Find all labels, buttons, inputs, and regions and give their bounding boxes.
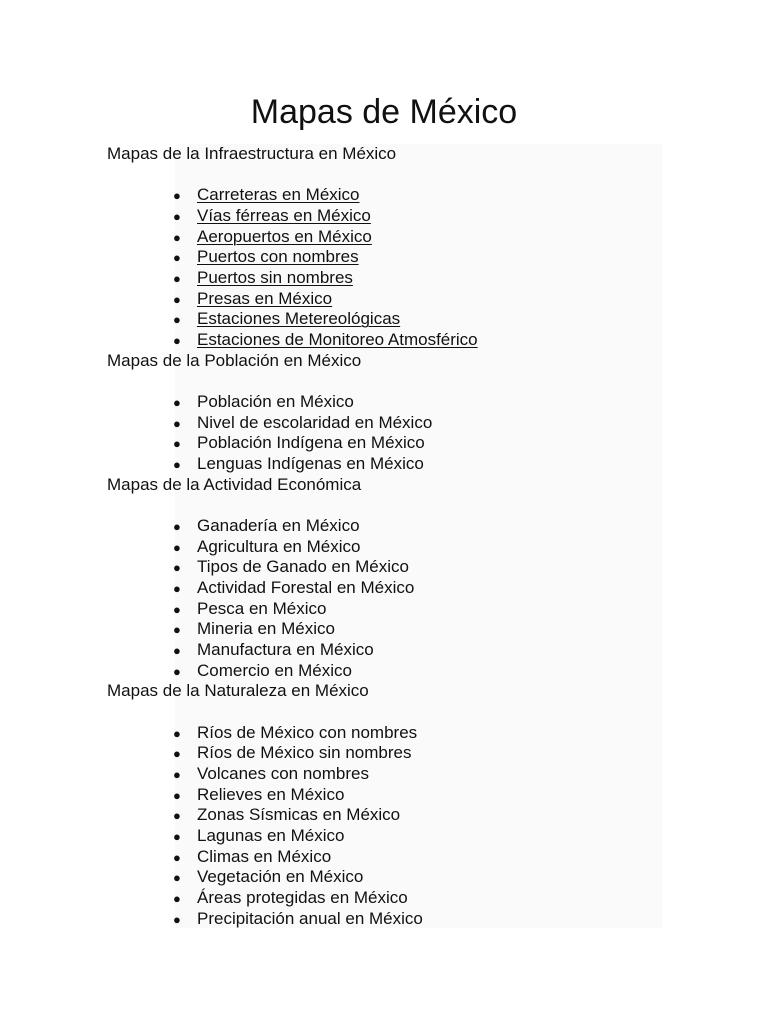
- bullet-icon: ●: [173, 394, 181, 410]
- list-item: [107, 268, 662, 289]
- item-label: Nivel de escolaridad en México: [197, 412, 433, 432]
- bullet-icon: ●: [173, 787, 181, 803]
- item-label: Tipos de Ganado en México: [197, 557, 409, 577]
- item-label: Manufactura en México: [197, 639, 374, 659]
- list-item: [107, 764, 662, 785]
- list-item: [107, 454, 662, 475]
- link-puertos-con-nombres[interactable]: Puertos con nombres: [197, 247, 359, 267]
- link-presas[interactable]: Presas en México: [197, 288, 333, 308]
- bullet-icon: ●: [173, 415, 181, 431]
- item-label: Comercio en México: [197, 660, 352, 680]
- item-label: Climas en México: [197, 846, 332, 866]
- list-item: [107, 888, 662, 909]
- list-item: [107, 330, 662, 351]
- item-label: Población en México: [197, 391, 354, 411]
- item-label: Lenguas Indígenas en México: [197, 453, 424, 473]
- item-list: [107, 702, 662, 929]
- item-label: Mineria en México: [197, 619, 335, 639]
- section-heading: Mapas de la Población en México: [107, 350, 362, 370]
- item-list: [107, 371, 662, 474]
- item-list: [107, 165, 662, 351]
- section-heading: Mapas de la Actividad Económica: [107, 474, 362, 494]
- bullet-icon: ●: [173, 601, 181, 617]
- bullet-icon: ●: [173, 333, 181, 348]
- list-item: [107, 847, 662, 868]
- list-item: [107, 227, 662, 248]
- list-item: [107, 743, 662, 764]
- list-item: [107, 578, 662, 599]
- bullet-icon: ●: [173, 642, 181, 658]
- bullet-icon: ●: [173, 208, 181, 224]
- item-label: Pesca en México: [197, 598, 327, 618]
- item-label: Zonas Sísmicas en México: [197, 805, 401, 825]
- item-label: Áreas protegidas en México: [197, 888, 408, 907]
- list-item: [107, 309, 662, 330]
- section-actividad-economica: [107, 475, 662, 682]
- item-label: Volcanes con nombres: [197, 763, 369, 783]
- section-infraestructura: [107, 144, 662, 351]
- bullet-icon: ●: [173, 456, 181, 472]
- link-vias-ferreas[interactable]: Vías férreas en México: [197, 205, 371, 225]
- bullet-icon: ●: [173, 312, 181, 328]
- bullet-icon: ●: [173, 518, 181, 534]
- bullet-icon: ●: [173, 746, 181, 762]
- list-item: [107, 599, 662, 620]
- item-label: Agricultura en México: [197, 536, 361, 556]
- item-label: Ríos de México sin nombres: [197, 743, 412, 763]
- list-item: [107, 909, 662, 930]
- link-carreteras[interactable]: Carreteras en México: [197, 185, 360, 205]
- bullet-icon: ●: [173, 229, 181, 245]
- item-list: [107, 495, 662, 681]
- list-item: [107, 433, 662, 454]
- bullet-icon: ●: [173, 560, 181, 576]
- map-index: [107, 144, 662, 928]
- list-item: [107, 640, 662, 661]
- link-aeropuertos[interactable]: Aeropuertos en México: [197, 226, 372, 246]
- bullet-icon: ●: [173, 870, 181, 886]
- list-item: [107, 723, 662, 744]
- bullet-icon: ●: [173, 436, 181, 452]
- list-item: [107, 413, 662, 434]
- bullet-icon: ●: [173, 849, 181, 865]
- item-label: Lagunas en México: [197, 825, 345, 845]
- list-item: [107, 661, 662, 682]
- bullet-icon: ●: [173, 808, 181, 824]
- list-item: [107, 537, 662, 558]
- bullet-icon: ●: [173, 580, 181, 596]
- item-label: Vegetación en México: [197, 867, 364, 887]
- section-heading: Mapas de la Naturaleza en México: [107, 681, 369, 701]
- bullet-icon: ●: [173, 663, 181, 679]
- list-item: [107, 805, 662, 826]
- bullet-icon: ●: [173, 911, 181, 927]
- list-item: [107, 557, 662, 578]
- list-item: [107, 826, 662, 847]
- item-label: Ganadería en México: [197, 515, 360, 535]
- list-item: [107, 206, 662, 227]
- link-estaciones-metereologicas[interactable]: Estaciones Metereológicas: [197, 309, 401, 329]
- list-item: [107, 247, 662, 268]
- link-estaciones-monitoreo[interactable]: Estaciones de Monitoreo Atmosférico: [197, 330, 478, 349]
- bullet-icon: ●: [173, 539, 181, 555]
- section-heading: Mapas de la Infraestructura en México: [107, 144, 397, 163]
- bullet-icon: ●: [173, 188, 181, 204]
- list-item: [107, 516, 662, 537]
- link-puertos-sin-nombres[interactable]: Puertos sin nombres: [197, 267, 353, 287]
- section-naturaleza: [107, 681, 662, 929]
- bullet-icon: ●: [173, 622, 181, 638]
- list-item: [107, 185, 662, 206]
- bullet-icon: ●: [173, 828, 181, 844]
- bullet-icon: ●: [173, 766, 181, 782]
- list-item: [107, 392, 662, 413]
- item-label: Actividad Forestal en México: [197, 577, 415, 597]
- bullet-icon: ●: [173, 291, 181, 307]
- item-label: Población Indígena en México: [197, 433, 425, 453]
- item-label: Relieves en México: [197, 784, 345, 804]
- bullet-icon: ●: [173, 270, 181, 286]
- list-item: [107, 785, 662, 806]
- bullet-icon: ●: [173, 250, 181, 266]
- bullet-icon: ●: [173, 725, 181, 741]
- item-label: Ríos de México con nombres: [197, 722, 418, 742]
- list-item: [107, 619, 662, 640]
- page-title: Mapas de México: [250, 93, 518, 131]
- bullet-icon: ●: [173, 891, 181, 906]
- section-poblacion: [107, 351, 662, 475]
- item-label: Precipitación anual en México: [197, 908, 423, 928]
- list-item: [107, 289, 662, 310]
- list-item: [107, 867, 662, 888]
